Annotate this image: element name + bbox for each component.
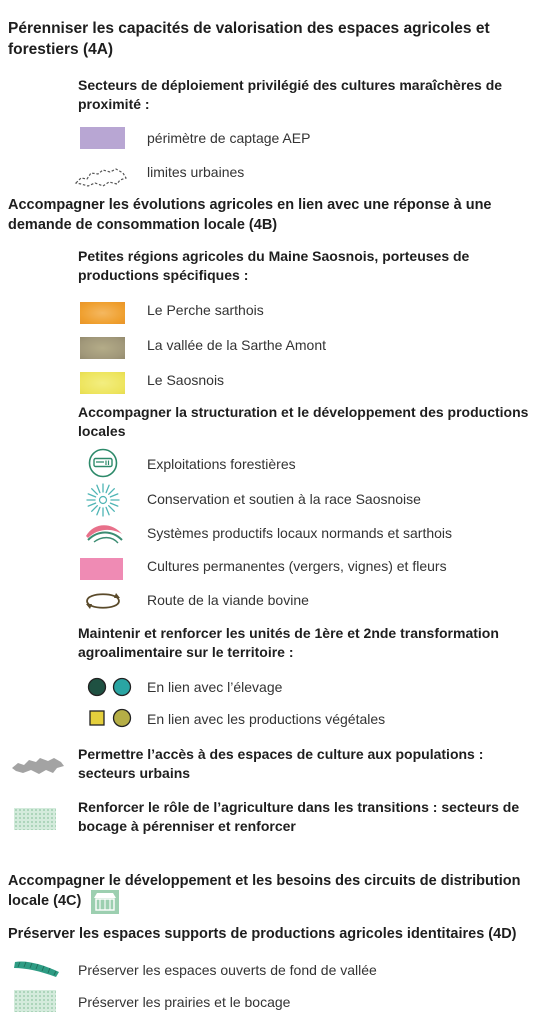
vegetal-markers-icon	[86, 707, 134, 729]
section-4d-title: Préserver les espaces supports de productions agricoles identitaires (4D)	[8, 926, 517, 942]
perche-swatch	[80, 302, 125, 324]
legend-label-aep: périmètre de captage AEP	[147, 130, 311, 146]
section-4c-title: Accompagner le développement et les besoins des circuits de distribution locale (4C)	[8, 873, 521, 909]
saosnois-swatch	[80, 372, 125, 394]
legend-label-cultures: Cultures permanentes (vergers, vignes) et fleurs	[147, 558, 447, 574]
legend-label-saosnois: Le Saosnois	[147, 372, 225, 388]
section-4b-access: Permettre l’accès à des espaces de culture aux populations : secteurs urbains	[78, 746, 484, 781]
legend-label-sarthe: La vallée de la Sarthe Amont	[147, 337, 327, 353]
valley-icon	[12, 956, 62, 980]
section-4b-subtitle-local: Accompagner la structuration et le développement des productions locales	[78, 404, 529, 439]
market-stall-icon	[90, 889, 120, 915]
aep-swatch	[80, 127, 125, 149]
cultures-swatch	[80, 558, 123, 580]
legend-label-urban-limits: limites urbaines	[147, 164, 245, 180]
legend-label-elevage: En lien avec l’élevage	[147, 679, 283, 695]
circular-route-icon	[80, 586, 126, 614]
sarthe-swatch	[80, 337, 125, 359]
urban-limit-icon	[73, 165, 129, 189]
urban-sector-icon	[10, 752, 66, 776]
prairie-swatch	[14, 990, 56, 1012]
saw-icon	[86, 448, 120, 478]
legend-label-bovine: Route de la viande bovine	[147, 592, 309, 608]
legend-label-forest: Exploitations forestières	[147, 456, 296, 472]
legend-label-perche: Le Perche sarthois	[147, 302, 264, 318]
legend-label-vegetal: En lien avec les productions végétales	[147, 711, 386, 727]
bocage-swatch	[14, 808, 56, 830]
section-4b-bocage: Renforcer le rôle de l’agriculture dans les transitions : secteurs de bocage à pérenniser et renforcer	[78, 799, 520, 834]
legend-label-valley: Préserver les espaces ouverts de fond de vallée	[78, 962, 377, 978]
leaf-swoosh-icon	[82, 516, 126, 548]
legend-label-prairie: Préserver les prairies et le bocage	[78, 994, 291, 1010]
legend-label-spl: Systèmes productifs locaux normands et sarthois	[147, 525, 453, 541]
legend-label-saosnoise: Conservation et soutien à la race Saosnoise	[147, 491, 421, 507]
section-4a-subtitle: Secteurs de déploiement privilégié des cultures maraîchères de proximité :	[78, 77, 503, 112]
elevage-markers-icon	[86, 676, 134, 698]
section-4b-subtitle-regions: Petites régions agricoles du Maine Saosnois, porteuses de productions spécifiques :	[78, 248, 470, 283]
sunburst-icon	[84, 481, 122, 519]
section-4b-subtitle-transformation: Maintenir et renforcer les unités de 1ère et 2nde transformation agroalimentaire sur le territoire :	[78, 625, 499, 660]
section-4b-title: Accompagner les évolutions agricoles en lien avec une réponse à une demande de consommation locale (4B)	[8, 197, 492, 233]
section-4a-title: Pérenniser les capacités de valorisation des espaces agricoles et forestiers (4A)	[8, 20, 490, 58]
